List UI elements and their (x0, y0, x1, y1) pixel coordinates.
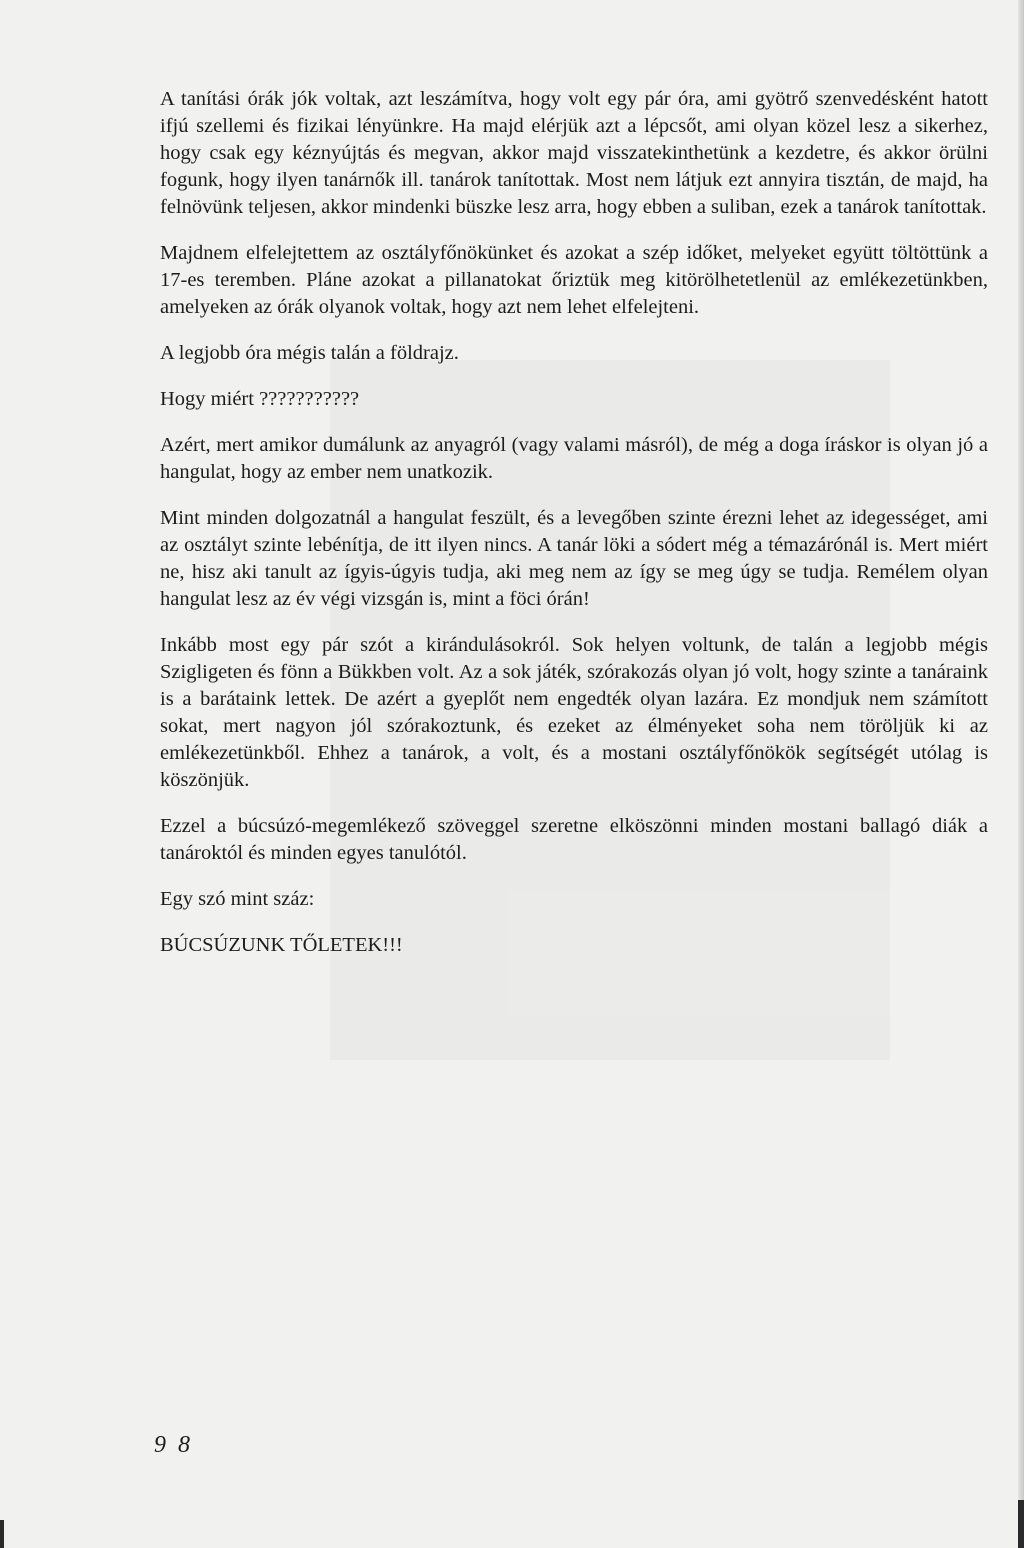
paragraph-class-teacher: Majdnem elfelejtettem az osztályfőnökünket és azokat a szép időket, melyeket együtt töltöttünk a 17-es teremben. Pláne azokat a pillanatokat őriztük meg kitörölhetetlenül az emlékezetünkben, amelyeken az órák olyanok voltak, hogy azt nem lehet elfelejteni. (160, 242, 988, 318)
paragraph-goodbye: BÚCSÚZUNK TŐLETEK!!! (160, 934, 403, 956)
scan-edge-left-mark (0, 1520, 4, 1548)
scan-edge-right (1018, 0, 1024, 1548)
paragraph-why: Hogy miért ??????????? (160, 388, 360, 410)
paragraph-because: Azért, mert amikor dumálunk az anyagról (vagy valami másról), de még a doga íráskor is olyan jó a hangulat, hogy az ember nem unatkozik. (160, 434, 988, 483)
paragraph-farewell: Ezzel a búcsúzó-megemlékező szöveggel szeretne elköszönni minden mostani ballagó diák a tanároktól és minden egyes tanulótól. (160, 815, 988, 864)
body-text (160, 86, 988, 978)
paragraph-tests: Mint minden dolgozatnál a hangulat feszült, és a levegőben szinte érezni lehet az idegességet, ami az osztályt szinte lebénítja, de itt ilyen nincs. A tanár löki a sódert még a témazárónál is. Mert miért ne, hisz aki tanult az ígyis-úgyis tudja, aki meg nem az így se meg úgy se tudja. Remélem olyan hangulat lesz az év végi vizsgán is, mint a föci órán! (160, 507, 988, 610)
paragraph-one-word: Egy szó mint száz: (160, 888, 315, 910)
scan-edge-bottom-right-mark (1018, 1500, 1024, 1548)
page-number: 9 8 (154, 1432, 193, 1458)
paragraph-excursions: Inkább most egy pár szót a kirándulásokról. Sok helyen voltunk, de talán a legjobb mégis Szigligeten és fönn a Bükkben volt. Az a sok játék, szórakozás olyan jó volt, hogy szinte a tanáraink is a barátaink lettek. De azért a gyeplőt nem engedték olyan lazára. Ez mondjuk nem számított sokat, mert nagyon jól szórakoztunk, és ezeket az élményeket soha nem töröljük ki az emlékezetünkből. Ehhez a tanárok, a volt, és a mostani osztályfőnökök segítségét utólag is köszönjük. (160, 634, 988, 791)
paragraph-best-lesson: A legjobb óra mégis talán a földrajz. (160, 342, 459, 364)
paragraph-lessons: A tanítási órák jók voltak, azt leszámítva, hogy volt egy pár óra, ami gyötrő szenvedésként hatott ifjú szellemi és fizikai lényünkre. Ha majd elérjük azt a lépcsőt, ami olyan közel lesz a sikerhez, hogy csak egy kéznyújtás és megvan, akkor majd visszatekinthetünk a kezdetre, és akkor örülni fogunk, hogy ilyen tanárnők ill. tanárok tanítottak. Most nem látjuk ezt annyira tisztán, de majd, ha felnövünk teljesen, akkor mindenki büszke lesz arra, hogy ebben a suliban, ezek a tanárok tanítottak. (160, 88, 988, 218)
